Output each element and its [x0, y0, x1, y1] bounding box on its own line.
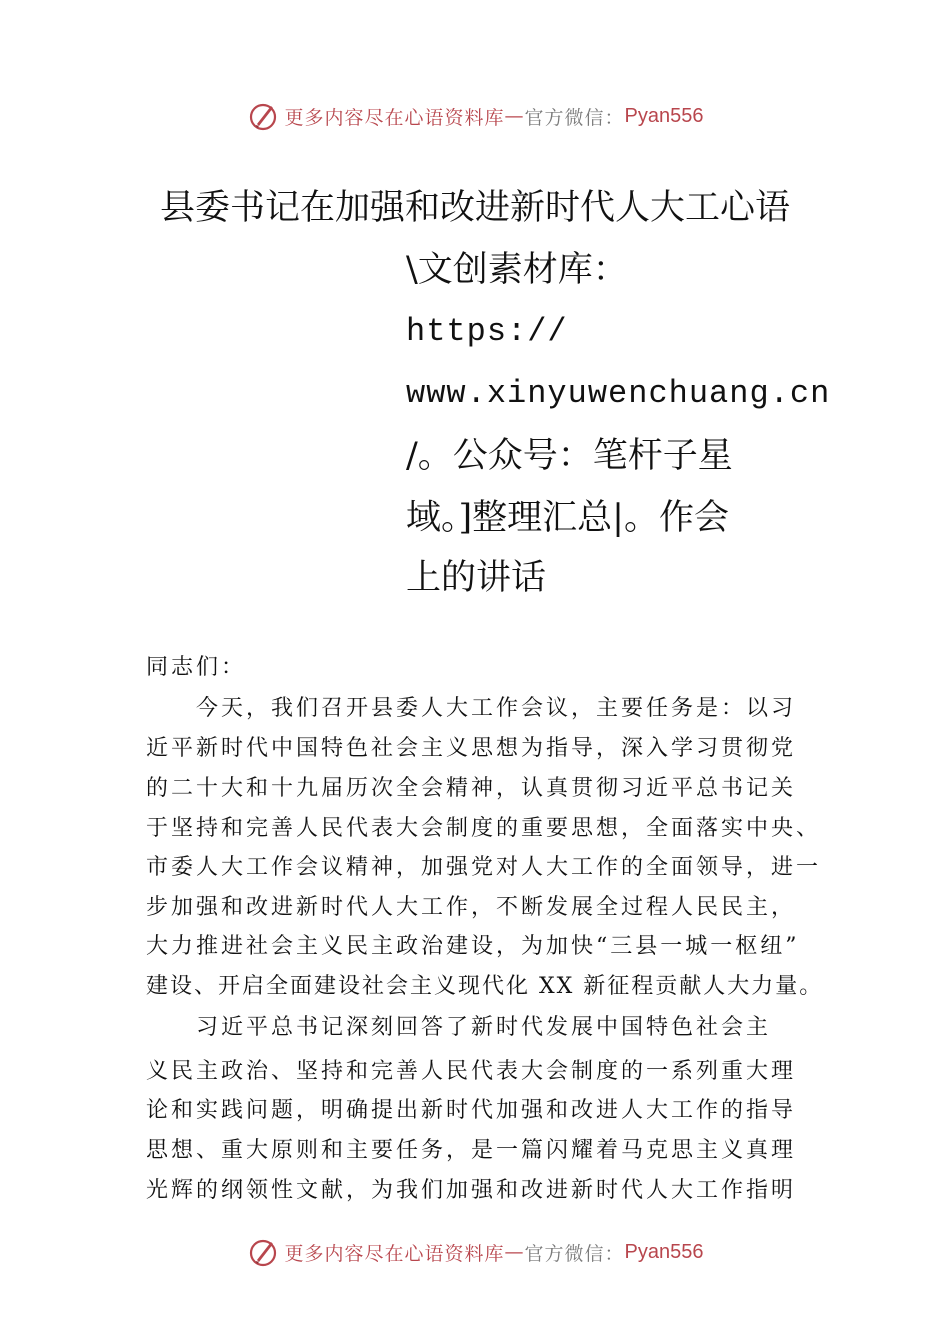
paragraph-line: 近平新时代中国特色社会主义思想为指导，深入学习贯彻党 — [146, 736, 797, 761]
paragraph-line: 光辉的纲领性文献，为我们加强和改进新时代人大工作指明 — [146, 1178, 797, 1203]
header-banner — [0, 96, 950, 136]
footer-banner — [0, 1232, 950, 1272]
paragraph-line: 市委人大工作会议精神，加强党对人大工作的全面领导，进一 — [146, 855, 822, 880]
paragraph-line: 思想、重大原则和主要任务，是一篇闪耀着马克思主义真理 — [146, 1138, 797, 1163]
title-line: www.xinyuwenchuang.cn — [406, 375, 831, 412]
paragraph-line: 今天，我们召开县委人大工作会议，主要任务是：以习 — [196, 696, 797, 721]
paragraph-line: 义民主政治、坚持和完善人民代表大会制度的一系列重大理 — [146, 1059, 797, 1084]
banner-wechat-id: Pyan556 — [624, 104, 704, 127]
quill-logo-icon — [247, 100, 279, 132]
paragraph-line: 步加强和改进新时代人大工作，不断发展全过程人民民主， — [146, 895, 797, 920]
title-line: \文创素材库： — [406, 250, 628, 290]
title-line: 县委书记在加强和改进新时代人大工心语 — [160, 188, 791, 228]
title-line: /。公众号：笔杆子星 — [406, 436, 733, 476]
banner-separator: — — [504, 1241, 525, 1263]
title-line: 域。]整理汇总|。作会 — [406, 498, 729, 538]
banner-wechat-id: Pyan556 — [624, 1240, 704, 1263]
title-line: https:// — [406, 313, 568, 350]
banner-separator: — — [504, 105, 525, 127]
banner-brand-text: 更多内容尽在心语资料库 — [284, 106, 505, 129]
title-line: 上的讲话 — [406, 558, 547, 598]
banner-brand-text: 更多内容尽在心语资料库 — [284, 1242, 505, 1265]
salutation: 同志们： — [146, 655, 247, 680]
paragraph-line: 建设、开启全面建设社会主义现代化 XX 新征程贡献人大力量。 — [146, 974, 824, 999]
paragraph-line: 论和实践问题，明确提出新时代加强和改进人大工作的指导 — [146, 1098, 797, 1123]
paragraph-line: 习近平总书记深刻回答了新时代发展中国特色社会主 — [196, 1015, 772, 1040]
banner-wechat-label: 官方微信： — [524, 1242, 625, 1265]
paragraph-line: 的二十大和十九届历次全会精神，认真贯彻习近平总书记关 — [146, 776, 797, 801]
quill-logo-icon — [247, 1236, 279, 1268]
paragraph-line: 于坚持和完善人民代表大会制度的重要思想，全面落实中央、 — [146, 816, 822, 841]
banner-wechat-label: 官方微信： — [524, 106, 625, 129]
paragraph-line: 大力推进社会主义民主政治建设，为加快“三县一城一枢纽” — [146, 934, 800, 959]
